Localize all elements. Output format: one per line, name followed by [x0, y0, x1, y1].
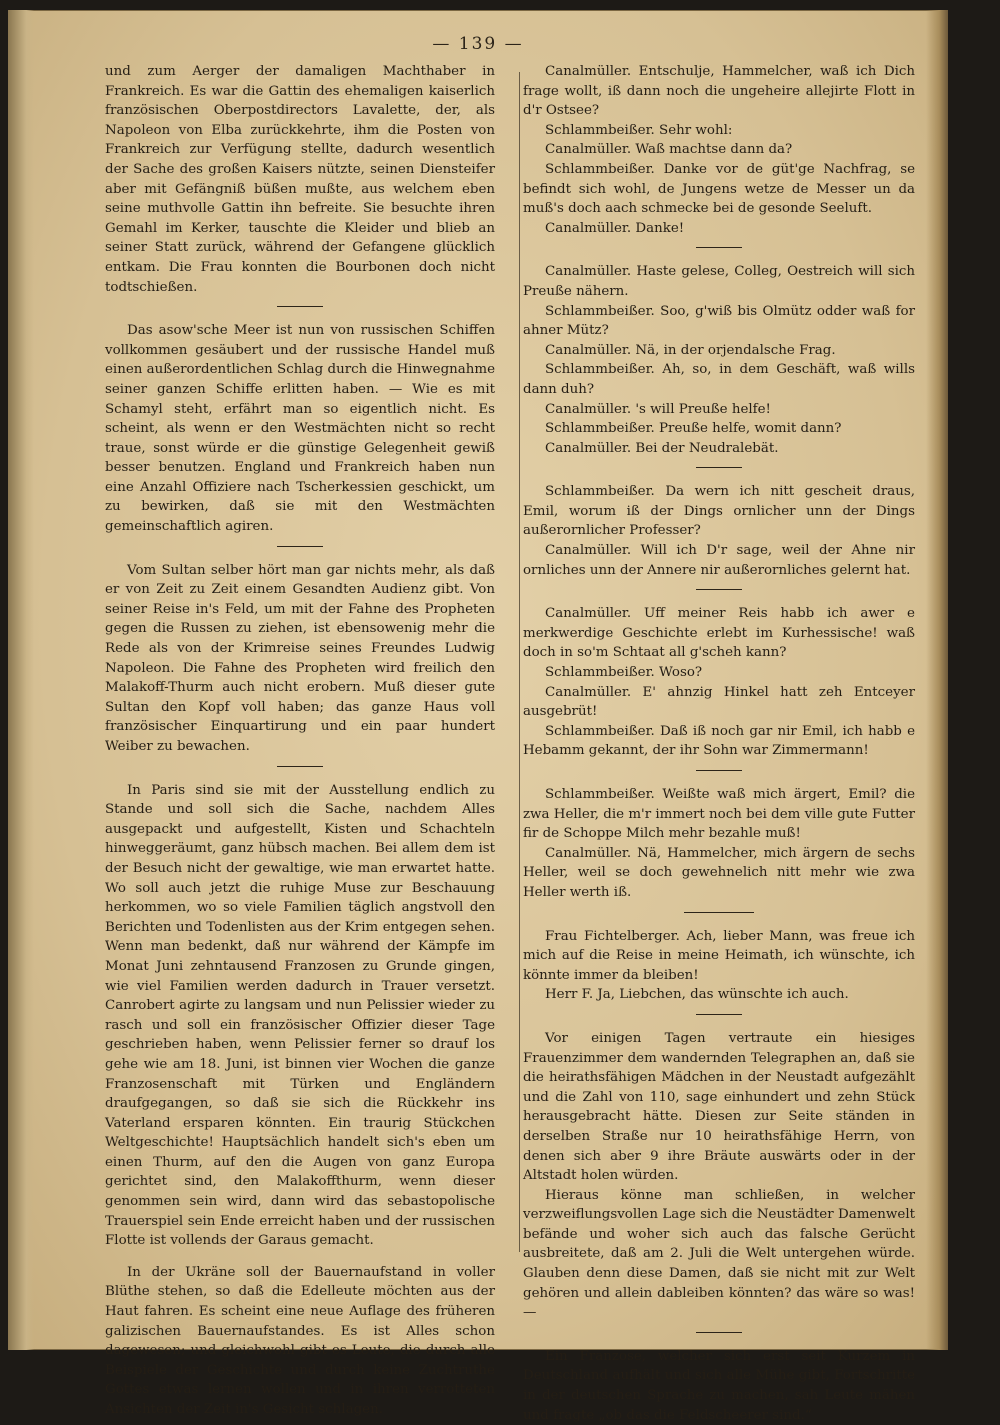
right-column: [523, 62, 915, 1425]
dialogue-line: Schlammbeißer. Da wern ich nitt gescheit draus, Emil, worum iß der Dings ornlicher unn der Dings außerornlicher Professer?: [523, 484, 915, 539]
dialogue-line: Canalmüller. 's will Preuße helfe!: [545, 401, 771, 417]
dialogue-line: Canalmüller. Will ich D'r sage, weil der Ahne nir ornliches unn der Annere nir außerornliches gelernt hat.: [523, 543, 915, 578]
section-separator: [696, 1014, 742, 1015]
section-separator: [696, 1332, 742, 1333]
dialogue-line: Schlammbeißer. Preuße helfe, womit dann?: [545, 421, 842, 437]
dialogue-line: Canalmüller. Haste gelese, Colleg, Oestreich will sich Preuße nähern.: [523, 264, 915, 299]
dialogue-line: Schlammbeißer. Ah, so, in dem Geschäft, waß wills dann duh?: [523, 362, 915, 397]
section-separator: [696, 770, 742, 771]
left-column: [105, 62, 495, 1420]
section-separator: [684, 912, 754, 913]
dialogue-line: Schlammbeißer. Soo, g'wiß bis Olmütz odder waß for ahner Mütz?: [523, 303, 915, 339]
section-separator: [696, 247, 742, 248]
article-paragraph: Hieraus könne man schließen, in welcher verzweiflungsvollen Lage sich die Neustädter Damenwelt befände und woher sich auch das falsche Gerücht ausbreitete, daß am 2. Juli die Welt untergehen würde. Glauben denn diese Damen, daß sie nicht mit zur Welt gehören und allein dableiben könnten? das wäre so was! —: [523, 1187, 915, 1321]
article-paragraph: In der Ukräne soll der Bauernaufstand in voller Blüthe stehen, so daß die Edelleute möchten aus der Haut fahren. Es scheint eine neue Auflage des früheren galizischen Bauernaufstandes. Es ist Alles schon dagewesen; und gleichwohl gibt es Leute, die durch alle Beispiele der Geschichte und durch keine Zuchtruthe Gottes etwas lernen wollen und in ihren verrotteten Ansichten der Zeit in's Gesicht schlagen.: [105, 1264, 495, 1417]
article-paragraph: Das asow'sche Meer ist nun von russischen Schiffen vollkommen gesäubert und der russische Handel muß einen außerordentlichen Schlag durch die Hinwegnahme seiner ganzen Schiffe erlitten haben. — Wie es mit Schamyl steht, erfährt man so eigentlich nicht. Es scheint, als wenn er den Westmächten nicht so recht traue, sonst würde er die günstige Gelegenheit gewiß besser benutzen. England und Frankreich haben nun eine Anzahl Offiziere nach Tscherkessien geschickt, um zu bewirken, daß sie mit den Westmächten gemeinschaftlich agiren.: [105, 323, 495, 535]
dialogue-line: Herr F. Ja, Liebchen, das wünschte ich auch.: [545, 987, 849, 1003]
dialogue-line: Canalmüller. Nä, Hammelcher, mich ärgern de sechs Heller, weil se doch gewehnelich nitt mehr wie zwa Heller werth iß.: [523, 845, 915, 900]
dialogue-line: Schlammbeißer. Woso?: [545, 665, 703, 681]
article-paragraph: Vor einigen Tagen vertraute ein hiesiges Frauenzimmer dem wandernden Telegraphen an, daß sie die heirathsfähigen Mädchen in der Neustadt aufgezählt und die Zahl von 110, sage einhundert und zehn Stück herausgebracht hätte. Diesen zur Seite ständen in derselben Straße nur 10 heirathsfähige Herrn, von denen sich aber 9 ihre Bräute auswärts oder in der Altstadt holen würden.: [523, 1030, 915, 1184]
page-edge: [926, 10, 948, 1350]
dialogue-line: Frau Fichtelberger. Ach, lieber Mann, was freue ich mich auf die Reise in meine Heimath, ich wünschte, ich könnte immer da bleiben!: [523, 928, 915, 983]
column-divider: [519, 72, 520, 1252]
dialogue-line: Schlammbeißer. Weißte waß mich ärgert, Emil? die zwa Heller, die m'r immert noch bei dem ville gute Futter fir de Schoppe Milch mehr bezahle muß!: [523, 787, 915, 842]
binding-spine: [8, 10, 34, 1350]
article-paragraph: Vom Sultan selber hört man gar nichts mehr, als daß er von Zeit zu Zeit einem Gesandten Audienz gibt. Von seiner Reise in's Feld, um mit der Fahne des Propheten gegen die Russen zu ziehen, ist ebensowenig mehr die Rede als von der Krimreise seines Freundes Ludwig Napoleon. Die Fahne des Propheten wird freilich den Malakoff-Thurm auch nicht erobern. Muß dieser gute Sultan den Kopf voll haben; das ganze Haus voll französischer Einquartirung und ein paar hundert Weiber zu bewachen.: [105, 562, 495, 754]
article-paragraph: In Paris sind sie mit der Ausstellung endlich zu Stande und soll sich die Sache, nachdem Alles ausgepackt und aufgestellt, Kisten und Schachteln hinweggeräumt, ganz hübsch machen. Bei allem dem ist der Besuch nicht der gewaltige, wie man erwartet hatte. Wo soll auch jetzt die ruhige Muse zur Beschauung herkommen, wo so viele Familien täglich angstvoll den Berichten und Todenlisten aus der Krim entgegen sehen. Wenn man bedenkt, daß nur während der Kämpfe im Monat Juni zehntausend Franzosen zu Grunde gingen, wie viel Familien werden dadurch in Trauer versetzt. Canrobert agirte zu langsam und nun Pelissier wieder zu rasch und soll ein französischer Offizier dieser Tage geschrieben haben, wenn Pelissier ferner so drauf los gehe wie am 18. Juni, ist binnen vier Wochen die ganze Franzosenschaft mit Türken und Engländern draufgegangen, so daß sie sich die Rückkehr ins Vaterland ersparen könnten. Ein traurig Stückchen Weltgeschichte! Hauptsächlich handelt sich's eben um einen Thurm, auf den die Augen von ganz Europa gerichtet sind, den Malakoffthurm, wenn dieser genommen sein wird, dann wird das sebastopolische Trauerspiel sein Ende erreicht haben und der russischen Flotte ist vollends der Garaus gemacht.: [105, 782, 495, 1249]
dialogue-line: Schlammbeißer. Danke vor de güt'ge Nachfrag, se befindt sich wohl, de Jungens wetze de Messer un da muß's doch aach schmecke bei de gesonde Seeluft.: [523, 161, 915, 217]
section-separator: [277, 546, 323, 547]
section-separator: [277, 766, 323, 767]
dialogue-line: Canalmüller. Uff meiner Reis habb ich awer e merkwerdige Geschichte erlebt im Kurhessische! waß doch in so'm Schtaat all g'scheh kann?: [523, 606, 915, 661]
dialogue-line: Schlammbeißer. Sehr wohl:: [545, 122, 733, 138]
dialogue-line: Schlammbeißer. Daß iß noch gar nir Emil, ich habb e Hebamm gekannt, der ihr Sohn war Zimmermann!: [523, 723, 915, 759]
dialogue-line: Canalmüller. Bei der Neudralebät.: [545, 440, 779, 456]
dialogue-line: Canalmüller. Danke!: [545, 220, 685, 236]
section-separator: [277, 306, 323, 307]
section-separator: [696, 467, 742, 468]
page-number: — 139 —: [432, 34, 524, 54]
section-separator: [696, 589, 742, 590]
dialogue-line: Canalmüller. E' ahnzig Hinkel hatt zeh Entceyer ausgebrüt!: [523, 684, 915, 720]
article-paragraph: und zum Aerger der damaligen Machthaber in Frankreich. Es war die Gattin des ehemaligen kaiserlich französischen Oberpostdirectors Lavalette, der, als Napoleon von Elba zurückkehrte, ihm die Posten von Frankreich zur Verfügung stellte, dadurch wesentlich der Sache des großen Kaisers nützte, seinen Diensteifer aber mit Gefängniß büßen mußte, aus welchem eben seine muthvolle Gattin ihn befreite. Sie besuchte ihren Gemahl im Kerker, tauschte die Kleider und blieb an seiner Statt zurück, während der Gefangene glücklich entkam. Die Frau konnten die Bourbonen doch nicht todtschießen.: [105, 64, 495, 295]
dialogue-line: Canalmüller. Entschulje, Hammelcher, waß ich Dich frage wollt, iß dann noch die ungeheire allejirte Flott in d'r Ostsee?: [523, 64, 915, 119]
dialogue-line: Canalmüller. Nä, in der orjendalsche Frag.: [545, 342, 836, 358]
article-paragraph: Ein Franzose, welcher sich erst seit Kurzem in Deutschland aufhält und sich alle Mühe gibt, Fortschritte in der deutschen Sprache zu machen, sah Leute mähen und fragte „ob das die Feldscheerer sind.“: [523, 1348, 915, 1423]
dialogue-line: Canalmüller. Waß machtse dann da?: [545, 142, 793, 158]
